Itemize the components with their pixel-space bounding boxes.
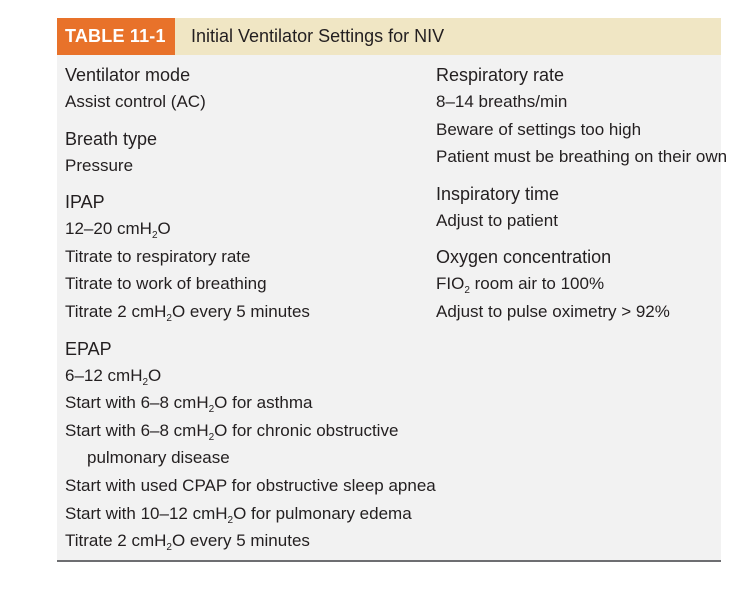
section-heading: Ventilator mode <box>65 65 191 85</box>
subscript: 2 <box>142 376 149 388</box>
setting-line: pulmonary disease <box>87 448 230 468</box>
setting-line <box>65 500 425 528</box>
ventilator-settings-table <box>57 18 728 562</box>
setting-line <box>436 270 716 298</box>
table-number: TABLE 11-1 <box>57 18 175 55</box>
section-heading: Inspiratory time <box>436 183 560 204</box>
table-title: Initial Ventilator Settings for NIV <box>191 26 445 46</box>
setting-line <box>65 215 425 243</box>
setting-line: Titrate to respiratory rate <box>65 246 251 266</box>
line-text: Start with 6–8 cmH <box>65 420 209 440</box>
line-text: 12–20 cmH <box>65 219 152 239</box>
line-text: O for chronic obstructive <box>214 420 399 440</box>
right-column <box>436 62 728 336</box>
section-inspiratory-time <box>436 181 716 235</box>
setting-line: Adjust to pulse oximetry > 92% <box>436 301 670 321</box>
line-text: O for asthma <box>214 393 313 413</box>
subscript: 2 <box>166 542 172 554</box>
line-text: Titrate 2 cmH <box>65 301 167 321</box>
subscript: 2 <box>166 312 172 324</box>
table-header <box>57 18 721 55</box>
section-epap <box>65 336 436 555</box>
setting-line: Assist control (AC) <box>65 92 206 111</box>
left-column <box>65 62 436 565</box>
line-text: Titrate 2 cmH <box>65 531 167 551</box>
section-heading: IPAP <box>65 192 105 213</box>
subscript: 2 <box>227 514 234 526</box>
section-heading: EPAP <box>65 338 112 359</box>
setting-line: Patient must be breathing on their own <box>436 147 728 167</box>
section-heading: Respiratory rate <box>436 65 565 85</box>
line-text: 6–12 cmH <box>65 365 143 385</box>
section-heading: Breath type <box>65 128 158 149</box>
section-breath-type <box>65 126 425 180</box>
section-heading: Oxygen concentration <box>436 247 612 268</box>
section-respiratory-rate <box>436 62 728 171</box>
setting-line: 8–14 breaths/min <box>436 92 568 111</box>
setting-line <box>65 389 425 417</box>
line-text: FIO <box>436 274 465 294</box>
line-text: Start with 10–12 cmH <box>65 503 228 523</box>
setting-line <box>65 527 425 555</box>
setting-line <box>65 298 425 326</box>
setting-line: Beware of settings too high <box>436 119 642 139</box>
setting-line <box>65 417 425 445</box>
setting-line <box>65 362 425 390</box>
setting-line: Start with used CPAP for obstructive sleep apnea <box>65 475 436 495</box>
line-text: O every 5 minutes <box>171 301 310 321</box>
line-text: O <box>148 365 162 385</box>
section-oxygen-concentration <box>436 244 716 325</box>
subscript: 2 <box>208 404 215 416</box>
line-text: Start with 6–8 cmH <box>65 393 209 413</box>
subscript: 2 <box>151 230 158 242</box>
subscript: 2 <box>464 285 470 297</box>
subscript: 2 <box>208 431 215 443</box>
line-text: O for pulmonary edema <box>233 503 412 523</box>
setting-line: Adjust to patient <box>436 210 558 230</box>
line-text: room air to 100% <box>469 274 605 294</box>
section-ventilator-mode <box>65 62 425 116</box>
line-text: O <box>157 219 171 239</box>
setting-line: Titrate to work of breathing <box>65 274 267 294</box>
section-ipap <box>65 189 425 325</box>
setting-line: Pressure <box>65 155 134 175</box>
line-text: O every 5 minutes <box>171 531 310 551</box>
